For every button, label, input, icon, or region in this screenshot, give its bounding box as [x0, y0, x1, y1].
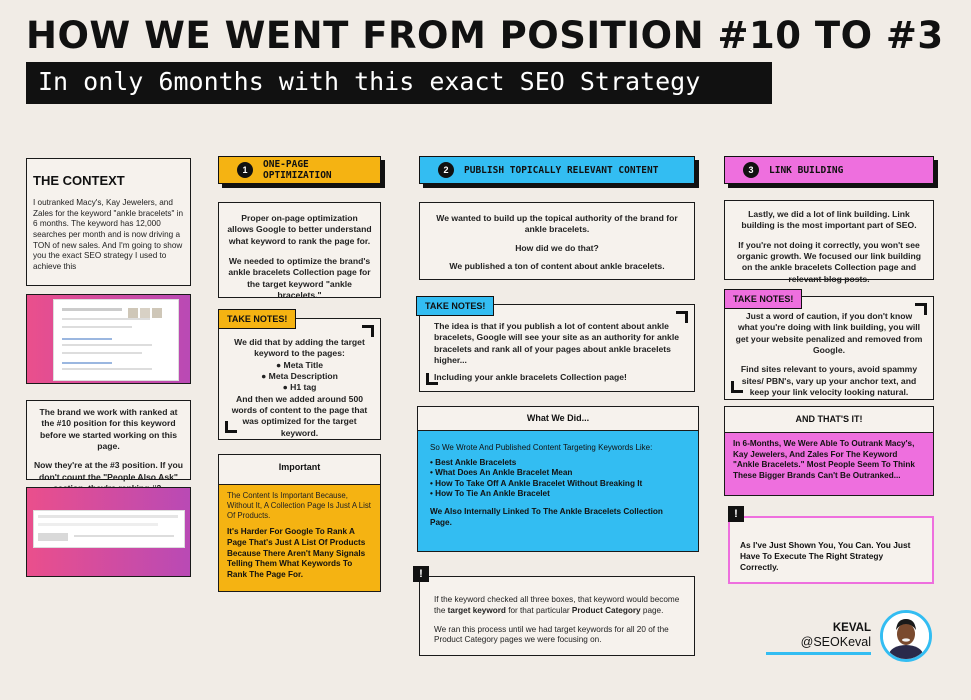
step2-final-p2: We ran this process until we had target keywords for all 20 of the Product Category pages we were focusing on.: [434, 624, 669, 645]
author-handle: @SEOKeval: [800, 635, 871, 649]
step3-intro-p2: If you're not doing it correctly, you won't see organic growth. We focused our link building on the ankle bracelets Collection page and relevant blog posts.: [736, 239, 922, 284]
step3-shown-card: [728, 516, 934, 584]
step1-header: [218, 156, 381, 184]
step2-notes-p1: The idea is that if you publish a lot of content about ankle bracelets, Google will see your site as an authority for ankle bracelets and rank all of your pages about ankle bracelets higher...: [434, 321, 680, 366]
step3-notes-tag: TAKE NOTES!: [724, 289, 802, 309]
step2-notes-card: [419, 304, 695, 392]
list-item: • How To Tie An Ankle Bracelet: [430, 489, 686, 499]
person-icon: [883, 613, 929, 659]
step1-notes-item-3: ● H1 tag: [282, 382, 317, 393]
step2-notes-tag: TAKE NOTES!: [416, 296, 494, 316]
step2-notes-p2: Including your ankle bracelets Collection page!: [434, 372, 627, 383]
step3-number: 3: [743, 162, 759, 178]
corner-bracket-top-right: [915, 303, 927, 315]
step3-thats-it-card: [724, 406, 934, 496]
step1-notes-item-1: ● Meta Title: [275, 359, 324, 370]
context-body: I outranked Macy's, Kay Jewelers, and Zales for the keyword "ankle bracelets" in 6 months. The keyword has 12,000 searches per month and is now driving a TON of new sales. And I'm going to show you the exact SEO strategy I used to achieve this: [33, 198, 184, 271]
target-keyword-emphasis: target keyword: [447, 605, 506, 615]
step2-what-card: [417, 406, 699, 552]
list-item: • Best Ankle Bracelets: [430, 458, 686, 468]
page-subtitle: In only 6months with this exact SEO Strategy: [26, 62, 772, 104]
step3-label: LINK BUILDING: [769, 164, 844, 176]
author-underline: [766, 652, 871, 655]
step1-notes-outro: And then we added around 500 words of content to the page that was optimized for the target keyword.: [231, 393, 368, 438]
step3-header: [724, 156, 934, 184]
step1-intro-p2: We needed to optimize the brand's ankle bracelets Collection page for the target keyword "ankle bracelets.": [228, 256, 371, 301]
step3-shown-text: As I've Just Shown You, You Can. You Just Have To Execute The Right Strategy Correctly.: [740, 540, 911, 573]
step2-what-outro: We Also Internally Linked To The Ankle Bracelets Collection Page.: [430, 507, 663, 527]
step1-important-p2: It's Harder For Google To Rank A Page That's Just A List Of Products Because There Aren't Many Signals Telling Them What Keywords To Rank The Page For.: [227, 527, 366, 579]
console-preview: [33, 510, 185, 548]
author-name: KEVAL: [832, 622, 871, 634]
step1-intro-card: [218, 202, 381, 301]
step3-intro-p1: Lastly, we did a lot of link building. Link building is the most important part of SEO.: [741, 209, 917, 231]
step1-important-p1: The Content Is Important Because, Without It, A Collection Page Is Just A List Of Products.: [227, 491, 371, 521]
serp-preview: [53, 299, 179, 381]
page-title: HOW WE WENT FROM POSITION #10 TO #3: [26, 14, 944, 57]
step2-final-card: [419, 576, 695, 656]
brand-ranking-after: Now they're at the #3 position. If you don't count the "People Also Ask": [33, 460, 184, 482]
step1-notes-tag: TAKE NOTES!: [218, 309, 296, 329]
step1-notes-card: [218, 318, 381, 440]
step2-intro-p1: We wanted to build up the topical authority of the brand for ankle bracelets.: [436, 213, 678, 235]
context-heading: THE CONTEXT: [33, 173, 125, 188]
step1-notes-intro: We did that by adding the target keyword to the pages:: [234, 337, 365, 359]
product-category-emphasis: Product Category: [571, 605, 641, 615]
corner-bracket-top-right: [676, 311, 688, 323]
step2-header: [419, 156, 695, 184]
step2-what-title: What We Did...: [418, 407, 698, 431]
author-avatar: [880, 610, 932, 662]
corner-bracket-bottom-left: [225, 421, 237, 433]
step2-intro-p2: How did we do that?: [515, 242, 599, 253]
brand-ranking-before: The brand we work with ranked at the #10 position for this keyword before we started working on this page.: [39, 407, 178, 452]
step1-intro-p1: Proper on-page optimization allows Google to better understand what keyword to rank the page for.: [227, 213, 372, 246]
step3-thats-it-body: In 6-Months, We Were Able To Outrank Macy's, Kay Jewelers, And Zales For The Keyword "Ankle Bracelets." Most People Seem To Think These Bigger Brands Can't Be Outranked...: [733, 439, 915, 480]
step1-important-title: Important: [219, 455, 380, 485]
step2-what-intro: So We Wrote And Published Content Targeting Keywords Like:: [430, 443, 653, 452]
step3-notes-p2: Find sites relevant to yours, avoid spammy sites/ PBN's, vary up your anchor text, and keep your link velocity looking natural.: [740, 364, 918, 398]
corner-bracket-bottom-left: [731, 381, 743, 393]
step1-number: 1: [237, 162, 253, 178]
context-card: [26, 158, 191, 286]
alert-icon: !: [413, 566, 429, 582]
alert-icon: !: [728, 506, 744, 522]
step2-intro-card: [419, 202, 695, 280]
corner-bracket-top-right: [362, 325, 374, 337]
author-block: [766, 622, 871, 655]
step1-label: ONE-PAGE OPTIMIZATION: [263, 159, 332, 181]
console-screenshot: [26, 487, 191, 577]
brand-ranking-card: [26, 400, 191, 480]
step3-intro-card: [724, 200, 934, 284]
step2-final-p1: If the keyword checked all three boxes, that keyword would become the target keyword for that particular Product Category page.: [434, 595, 680, 615]
step3-notes-p1: Just a word of caution, if you don't know what you're doing with link building, you will get your website penalized and removed from Google.: [735, 311, 923, 356]
step2-number: 2: [438, 162, 454, 178]
step2-label: PUBLISH TOPICALLY RELEVANT CONTENT: [464, 164, 659, 176]
step3-thats-it-title: AND THAT'S IT!: [725, 407, 933, 433]
step1-notes-item-2: ● Meta Description: [261, 371, 338, 382]
search-results-screenshot: [26, 294, 191, 384]
step2-keyword-list: [418, 458, 698, 499]
step3-notes-card: [724, 296, 934, 400]
list-item: • How To Take Off A Ankle Bracelet Without Breaking It: [430, 479, 686, 489]
corner-bracket-bottom-left: [426, 373, 438, 385]
step1-important-card: [218, 454, 381, 592]
list-item: • What Does An Ankle Bracelet Mean: [430, 468, 686, 478]
step2-intro-p3: We published a ton of content about ankle bracelets.: [449, 261, 665, 272]
